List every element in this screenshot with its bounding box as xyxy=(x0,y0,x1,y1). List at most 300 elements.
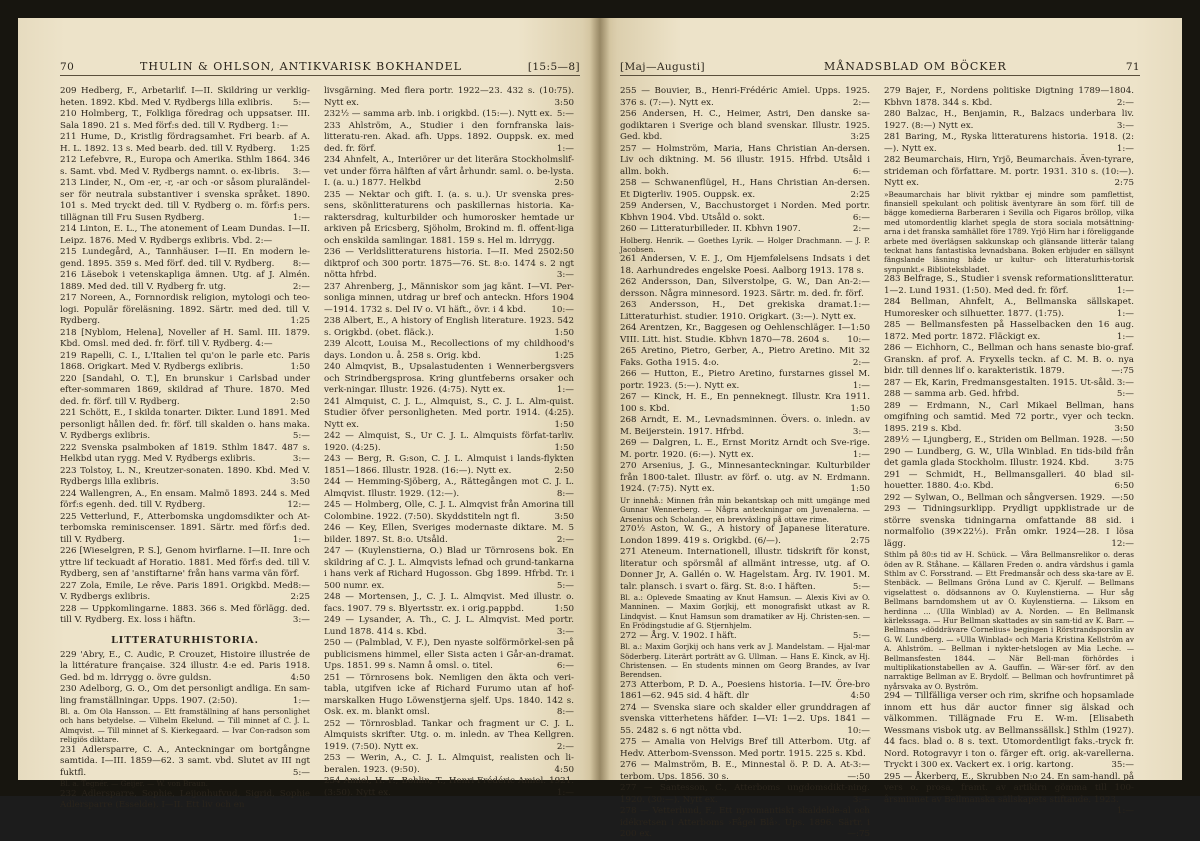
entry-text: 246 — Key, Ellen, Sveriges modernaste diktare. M. 5 bilder. 1897. St. 8:o. Utsåld. xyxy=(324,523,574,545)
entry-text: 252 — Törnrosblad. Tankar och fragment ur C. J. L. Almquists skrifter. Utg. o. m. inledn. av Thea Kellgren. 1919. (7:50). Nytt ex. xyxy=(324,718,574,752)
entry-price: 1:50 xyxy=(554,442,574,453)
catalog-entry xyxy=(324,719,574,754)
catalog-entry xyxy=(884,378,1134,390)
entry-text: 243 — Berg, R. G:son, C. J. L. Almquist i lands-flykten 1851—1866. Illustr. 1928. (16:—). Nytt ex. xyxy=(324,454,574,476)
catalog-entry xyxy=(60,293,310,328)
entry-price: 1:50 xyxy=(554,327,574,338)
entry-price: 1:— xyxy=(292,534,310,545)
entry-price: 1:— xyxy=(292,212,310,223)
catalog-entry xyxy=(620,346,870,369)
entry-note xyxy=(60,779,310,788)
entry-text: 250 — (Palmblad, V. F.), Den nyaste solförmörkel-sen på publicismens himmel, eller Sista acten i Går-an-dramat. Ups. 1851. 99 s. Namn å omsl. o. titel. xyxy=(324,638,574,671)
entry-text: 295 — Åkerberg, E., Skrubben N:o 24. En sam-handl. på vers o. prosa, framt. av artiklrn gömma till 100-årsminnet av Bellmanska sällskapets stiftande. 1923. xyxy=(884,771,1134,805)
catalog-entry xyxy=(60,247,310,270)
entry-price: 1:— xyxy=(556,143,574,154)
entry-text: 229 'Abry, E., C. Audic, P. Crouzet, Histoire illustrée de la littérature française. 324 illustr. 4:e ed. Paris 1918. Ged. bd m. ldrrygg o. övre guldsn. xyxy=(60,649,310,683)
catalog-entry xyxy=(884,470,1134,493)
catalog-entry xyxy=(324,397,574,432)
catalog-entry xyxy=(884,401,1134,436)
catalog-entry xyxy=(620,86,870,109)
catalog-entry xyxy=(324,189,574,257)
catalog-entry xyxy=(324,247,574,282)
catalog-entry xyxy=(324,121,574,156)
entry-text: 214 Linton, E. L., The atonement of Leam Dundas. I—II. Leipz. 1876. Med V. Rydbergs exlibris. Vbd. 2:— xyxy=(60,224,310,246)
entry-price: 1:— xyxy=(1116,806,1134,817)
entry-text: 278 — Vetterlund, F., Ett nyromantiskt skaldelde-al och idékretsen i Atterboms ›Fågel Blå›. Ups. 1896. Särtr. i 200 ex. xyxy=(620,806,870,840)
entry-text: 212 Lefebvre, R., Europa och Amerika. Sthlm 1864. 346 s. Samt. vbd. Med V. Rydbergs namnt. o. ex-libris. xyxy=(60,155,310,177)
entry-text: 290 — Lundberg, G. W., Ulla Winblad. En tids-bild från det gamla glada Stockholm. Illustr. 1924. Kbd. xyxy=(884,446,1134,469)
entry-price: —:75 xyxy=(1111,366,1134,377)
entry-price: 10:— xyxy=(847,725,870,736)
catalog-entry xyxy=(60,270,310,293)
entry-price: 5:— xyxy=(852,581,870,592)
entry-price: 2:50 xyxy=(554,465,574,476)
entry-price: 1:— xyxy=(556,385,574,395)
page-number: 70 xyxy=(60,61,75,73)
entry-text: 225 Vetterlund, F., Atterbomska ungdomsdikter och At-terbomska reminiscenser. 1891. Särtr. med förf:s ded. till V. Rydberg. xyxy=(60,511,310,545)
entry-note xyxy=(884,190,1134,275)
entry-text: 210 Holmberg, T., Folkliga föredrag och uppsatser. III. Sala 1890. 21 s. Med förf:s ded. till V. Rydberg. 1:— xyxy=(60,109,310,131)
catalog-entry xyxy=(620,461,870,496)
left-page xyxy=(18,18,600,811)
catalog-entry xyxy=(884,320,1134,343)
entry-price: 3:— xyxy=(556,626,574,637)
entry-price: 5:— xyxy=(556,109,574,119)
entry-price: 2:— xyxy=(852,277,870,288)
catalog-entry xyxy=(620,415,870,438)
entry-price: 3:50 xyxy=(1114,423,1134,434)
entry-price: 12:— xyxy=(1111,538,1134,549)
entry-price: 2:— xyxy=(852,357,870,368)
entry-price: 2:75 xyxy=(1114,178,1134,188)
entry-text: 230 Adelborg, G. O., Om det personligt andliga. En sam-ling framställningar. Upps. 1907. (2:50). xyxy=(60,684,310,706)
entry-price: 2:— xyxy=(852,224,870,234)
entry-text: 239 Alcott, Louisa M., Recollections of my childhood's days. London u. å. 258 s. Orig. kbd. xyxy=(324,339,574,361)
entry-text: 251 — Törnrosens bok. Nemligen den äkta och veri-tabla, utgifven icke af Richard Furumo utan af hof-marskalken Hugo Löwenstjerna sjelf. Ups. 1840. 142 s. Osk. ex. m. blankt omsl. xyxy=(324,672,574,717)
entry-text: 262 Andersson, Dan, Silverstolpe, G. W., Dan An-dersson. Några minnesord. 1923. Särtr. m. ded. fr. förf. xyxy=(620,277,864,299)
entry-price: 3:— xyxy=(852,760,870,771)
entry-price: 2:— xyxy=(556,534,574,545)
right-column-1 xyxy=(620,86,870,841)
catalog-entry xyxy=(60,604,310,627)
entry-text: 267 — Kinck, H. E., En penneknegt. Illustr. Kra 1911. 100 s. Kbd. xyxy=(620,392,870,414)
entry-price: 2:— xyxy=(1116,97,1134,108)
entry-price: —:75 xyxy=(847,829,870,840)
entry-text: Ur innehå.: Minnen från min bekantskap och mitt umgänge med Gunnar Wennerberg. — Några anteckningar om Juvenalerna. — Arsenius och Scholander, en brevväxling på ottave rime. xyxy=(620,495,870,524)
entry-price: 1:50 xyxy=(850,484,870,495)
entry-price: 2:— xyxy=(556,741,574,752)
entry-text: 253 — Werin, A., C. J. L. Almquist, realisten och li-beralen. 1923. (9:50). xyxy=(324,753,574,775)
catalog-entry xyxy=(60,489,310,512)
entry-price: 3:75 xyxy=(1114,458,1134,469)
catalog-entry xyxy=(884,343,1134,378)
entry-price: 1:50 xyxy=(554,603,574,614)
entry-text: 228 — Uppkomlingarne. 1883. 366 s. Med förlägg. ded. till V. Rydberg. Ex. loss i häftn. xyxy=(60,603,310,625)
entry-note xyxy=(60,707,310,745)
entry-price: —:50 xyxy=(847,771,870,782)
entry-price: 1:— xyxy=(1116,285,1134,296)
catalog-entry xyxy=(620,703,870,738)
entry-text: 255 — Bouvier, B., Henri-Frédéric Amiel. Upps. 1925. 376 s. (7:—). Nytt ex. xyxy=(620,86,870,108)
entry-text: livsgärning. Med flera portr. 1922—23. 432 s. (10:75). Nytt ex. xyxy=(324,86,574,108)
entry-text: 219 Rapelli, C. I., L'Italien tel qu'on le parle etc. Paris 1868. Origkart. Med V. Rydbergs exlibris. xyxy=(60,350,310,372)
entry-price: 1:— xyxy=(292,695,310,706)
right-page xyxy=(600,18,1182,840)
entry-price: 5:— xyxy=(556,580,574,591)
entry-text: 270 Arsenius, J. G., Minnesanteckningar. Kulturbilder från 1800-talet. Illustr. av förf. o. utg. av N. Erdmann. 1924. (7:75). Nytt ex. xyxy=(620,461,870,495)
entry-price: 12:— xyxy=(287,500,310,510)
catalog-entry xyxy=(60,408,310,443)
catalog-entry xyxy=(324,592,574,615)
entry-price: 3:— xyxy=(1116,120,1134,131)
entry-text: 289 — Erdmann, N., Carl Mikael Bellman, hans omgifning och samtid. Med 72 portr., vyer och teckn. 1895. 219 s. Kbd. xyxy=(884,400,1134,434)
catalog-entry xyxy=(620,806,870,841)
entry-text: 286 — Eichhorn, C., Bellman och hans senaste bio-graf. Granskn. af prof. A. Fryxells teckn. af C. M. B. o. nya bidr. till dennes lif o. karakteristik. 1879. xyxy=(884,343,1134,377)
entry-price: 1:— xyxy=(852,300,870,311)
catalog-entry xyxy=(324,776,574,799)
entry-list xyxy=(60,86,310,627)
entry-price: 1:25 xyxy=(554,350,574,361)
entry-price: 6:— xyxy=(556,661,574,671)
catalog-entry xyxy=(884,274,1134,297)
entry-note xyxy=(884,550,1134,691)
entry-price: 3:— xyxy=(556,270,574,280)
entry-text: 236 — Verldslitteraturens historia. I—II. Med 250 diktprof och 300 portr. 1875—76. St. 8:o. 1474 s. 2 ngt nötta hfrbd. xyxy=(324,247,574,280)
entry-price: 3:50 xyxy=(290,477,310,487)
entry-price: 2:— xyxy=(852,97,870,108)
entry-text: 282 Beumarchais, Hirn, Yrjö, Beumarchais. Även-tyrare, strideman och författare. M. portr. 1931. 310 s. (10:—). Nytt ex. xyxy=(884,155,1134,188)
catalog-entry xyxy=(324,282,574,317)
catalog-entry xyxy=(884,132,1134,155)
catalog-entry xyxy=(620,547,870,593)
catalog-entry xyxy=(620,178,870,201)
catalog-entry xyxy=(884,155,1134,190)
catalog-entry xyxy=(620,760,870,783)
left-column-1 xyxy=(60,86,310,812)
entry-text: 242 — Almquist, S., Ur C. J. L. Almquists förfat-tarliv. 1920. (4:25). xyxy=(324,431,574,453)
catalog-entry xyxy=(884,86,1134,109)
catalog-entry xyxy=(620,323,870,346)
catalog-entry xyxy=(620,369,870,392)
entry-text: 215 Lundegård, A., Tannhäuser. I—II. En modern le-gend. 1895. 359 s. Med förf. ded. till V. Rydberg. xyxy=(60,247,310,269)
catalog-entry xyxy=(324,615,574,638)
entry-price: 6:— xyxy=(852,166,870,177)
entry-price: 2:75 xyxy=(850,535,870,546)
entry-price: 3:— xyxy=(292,166,310,177)
entry-price: 6:50 xyxy=(1114,481,1134,492)
entry-price: 1:50 xyxy=(850,403,870,414)
catalog-entry xyxy=(884,435,1134,447)
entry-price: 1:— xyxy=(852,449,870,460)
entry-price: 3:50 xyxy=(554,97,574,108)
catalog-entry xyxy=(884,691,1134,772)
entry-text: 231 Adlersparre, C. A., Anteckningar om bortgångne samtida. I—III. 1859—62. 3 samt. vbd. Slutet av III ngt fuktfl. xyxy=(60,744,310,778)
left-page-header xyxy=(60,60,580,76)
entry-text: 263 Andersson, H., Det grekiska dramat. Litteraturhist. studier. 1910. Origkart. (3:—). Nytt ex. xyxy=(620,300,857,322)
entry-price: 4:50 xyxy=(554,764,574,775)
catalog-entry xyxy=(60,109,310,132)
entry-text: 261 Andersen, V. E. J., Om Hjemfølelsens Indsats i det 18. Aarhundredes engelske Poesi. Aalborg 1913. 178 s. xyxy=(620,254,870,276)
entry-price: 1:25 xyxy=(290,316,310,326)
catalog-entry xyxy=(60,443,310,466)
catalog-entry xyxy=(60,512,310,547)
entry-price: —:50 xyxy=(1111,435,1134,446)
entry-text: Bl. a. Om Ola Hansson. — Ett framställning af hans personlighet och hans betydelse. — Vilhelm Ekelund. — Till minnet af C. J. L. Almqvist. — Till minnet af S. Kierkegaard. — Ivar Con-radson som religiös diktare. xyxy=(60,707,310,745)
entry-text: 274 — Svenska siare och skalder eller grunddragen af svenska vitterhetens häfder. I—VI: 1—2. Ups. 1841 —55. 2482 s. 6 ngt nötta vbd. xyxy=(620,702,870,736)
entry-text: 287 — Ek, Karin, Fredmansgestalten. 1915. Ut-såld. xyxy=(884,377,1115,388)
entry-price: 1:50 xyxy=(850,323,870,334)
catalog-entry xyxy=(324,673,574,719)
entry-list xyxy=(324,86,574,799)
entry-text: 233 Ahlström, A., Studier i den fornfranska lais-litteratu-ren. Akad. afh. Upps. 1892. Ouppsk. ex. med ded. fr. förf. xyxy=(324,120,574,154)
right-columns xyxy=(620,86,1140,841)
catalog-entry xyxy=(324,362,574,397)
entry-text: Sthlm på 80:s tid av H. Schück. — Våra Bellmansrelikor o. deras öden av R. Ståhane. — Källaren Freden o. andra värdshus i gamla Sthlm av C. Forsstrand. — Ett Fredmansår och dess ska-tare av E. Stenbäck. — Bellmans Gröna Lund av C. Kjerulf. — Bellmans vigselattest o. dödsannons av O. Kuylenstierna. — Hur såg Bellmans barndomshem ut av O. Kuylenstierna. — Liksom en herdinna … (Ulla Winblad) av A. Norden. — En Bellmansk kärlekssaga. — Hur Bellman skattades av sin sam-tid av K. Barr. — Bellmans »döddrävare Cornelius« begingen i Rörstrandsporslin av G. W. Lundberg. — »Ulla Winblad« och Maria Kristina Kellström av A. Ahlström. — Bellman i nykter-hetslogen av Mia Leche. — Bellmansfesten 1844. — När Bell-man förhördes i multiplikationstabellen av A. Gauffin. — Wär-ser förf. av den narraktige Bellman av E. Brydolf. — Bellman och hovfruntimret på nyårsvaka av O. Byström. xyxy=(884,550,1134,691)
entry-text: 223 Tolstoy, L. N., Kreutzer-sonaten. 1890. Kbd. Med V. Rydbergs lilla exlibris. xyxy=(60,465,310,487)
entry-text: 221 Schött, E., I skilda tonarter. Dikter. Lund 1891. Med personligt hållen ded. fr. förf. till skalden o. hans maka. V. Rydbergs exlibris. xyxy=(60,408,310,441)
entry-list xyxy=(60,650,310,812)
entry-text: 293 — Tidningsurklipp. Prydligt uppklistrade ur de större svenska tidningarna omfattande 88 sid. i normalfolio (39×22½). Från omkr. 1924—28. I lösa lägg. xyxy=(884,504,1134,549)
entry-text: 269 — Dalgren, L. E., Ernst Moritz Arndt och Sve-rige. M. portr. 1920. (6:—). Nytt ex. xyxy=(620,438,870,460)
entry-text: 226 [Wieselgren, P. S.], Genom hvirflarne. I—II. Inre och yttre lif teckuadt af Horatio. 1881. Med förf:s ded. till V. Rydberg, sen af 'anstiftarne' från hans varma vän förf. xyxy=(60,546,310,579)
entry-price: 8:— xyxy=(556,488,574,499)
entry-text: 247 — (Kuylenstierna, O.) Blad ur Törnrosens bok. En skildring af C. J. L. Almqvists lefnad och grund-tankarna i hans verk af Richard Hugosson. Gbg 1899. Hfrbd. Tr. i 500 numr. ex. xyxy=(324,546,574,591)
entry-price: 1:— xyxy=(556,787,574,798)
left-columns xyxy=(60,86,580,812)
catalog-entry xyxy=(60,155,310,178)
catalog-entry xyxy=(324,454,574,477)
catalog-entry xyxy=(620,224,870,236)
entry-price: 2:25 xyxy=(850,189,870,200)
entry-text: 281 Baring, M., Ryska litteraturens historia. 1918. (2:—). Nytt ex. xyxy=(884,132,1134,154)
catalog-entry xyxy=(324,546,574,592)
entry-price: 1:— xyxy=(1116,308,1134,319)
entry-price: 2:50 xyxy=(554,247,574,257)
entry-price: 5:— xyxy=(292,97,310,108)
catalog-entry xyxy=(324,109,574,121)
catalog-entry xyxy=(884,447,1134,470)
entry-price: 6:— xyxy=(852,212,870,223)
entry-text: 217 Noreen, A., Fornnordisk religion, mytologi och teo-logi. Populär föreläsning. 1892. Särtr. med ded. till V. Rydberg. xyxy=(60,293,310,326)
entry-text: 209 Hedberg, F., Arbetarlif. I—II. Skildring ur verklig-heten. 1892. Kbd. Med V. Rydbergs lilla exlibris. xyxy=(60,86,310,108)
entry-text: 265 Aretino, Pietro, Gerber, A., Pietro Aretino. Mit 32 Faks. Gotha 1915. 4:o. xyxy=(620,346,870,368)
catalog-entry xyxy=(620,144,870,179)
entry-text: 237 Ahrenberg, J., Människor som jag känt. I—VI. Per-sonliga minnen, utdrag ur bref och anteckn. Hfors 1904—1914. 1732 s. Del IV o. VI häft., övr. i 4 kbd. xyxy=(324,281,574,315)
entry-text: 259 Andersen, V., Bacchustorget i Norden. Med portr. Kbhvn 1904. Vbd. Utsåld o. sokt. xyxy=(620,201,870,223)
catalog-entry xyxy=(324,477,574,500)
entry-text: »Beaumarchais har blivit ryktbar ej mindre som pamflettist, finansiell spekulant och politisk äventyrare än som förf. till de bägge komedierna Barberaren i Sevilla och Figaros bröllop, vilka med utomordentlig klarhet spegla de stora sociala motsättning-arna i det franska samhället före 1789. Yrjö Hirn har i föreliggande arbete med överlägsen sakkunskap och glänsande litterär talang tecknat hans fantastiska levnadsbana. Boken erbjuder en sällsynt fängslande läsning både ur kultur- och litteraturhis-torisk synpunkt.« Biblioteksbladet. xyxy=(884,189,1134,274)
entry-price: 5:— xyxy=(852,630,870,641)
entry-price: 1:— xyxy=(1116,143,1134,154)
entry-text: 283 Belfrage, S., Studier i svensk reformationslitteratur. 1—2. Lund 1931. (1:50). Med ded. fr. förf. xyxy=(884,274,1134,296)
catalog-entry xyxy=(324,753,574,776)
running-title: MÅNADSBLAD OM BÖCKER xyxy=(823,60,1007,73)
catalog-entry xyxy=(620,783,870,806)
catalog-entry xyxy=(324,638,574,673)
entry-text: 266 — Hutton, E., Pietro Aretino, furstarnes gissel M. portr. 1923. (5:—). Nytt ex. xyxy=(620,369,870,391)
entry-text: 244 — Hemming-Sjöberg, A., Rättegången mot C. J. L. Almqvist. Illustr. 1929. (12:—). xyxy=(324,477,574,499)
right-column-2 xyxy=(884,86,1134,841)
entry-text: 277 — Santesson, C., Atterboms ungdomsdikt-ning. 1920. (30:—). Nytt ex. xyxy=(620,783,870,805)
entry-text: 256 Andersen, H. C., Heimer, Astri, Den danske sa-godiktaren i Sverige och bland svenskar. Illustr. 1925. Ged. kbd. xyxy=(620,109,870,142)
entry-price: 8:— xyxy=(292,580,310,591)
entry-price: 2:50 xyxy=(554,178,574,188)
entry-text: 238 Albert, E., A history of English literature. 1923. 542 s. Origkbd. (obet. fläck.). xyxy=(324,316,574,338)
catalog-entry xyxy=(60,684,310,707)
entry-price: 3:— xyxy=(852,794,870,805)
entry-text: Bl. a. Tegnér. — Geijer. — W. von Braun. xyxy=(60,779,208,789)
catalog-entry xyxy=(324,86,574,109)
catalog-entry xyxy=(884,504,1134,550)
right-page-header xyxy=(620,60,1140,76)
section-title: LITTERATURHISTORIA. xyxy=(111,634,259,646)
catalog-entry xyxy=(60,351,310,374)
catalog-entry xyxy=(60,178,310,224)
entry-price: 10:— xyxy=(551,304,574,315)
entry-price: 3:— xyxy=(292,454,310,464)
entry-note xyxy=(620,236,870,255)
entry-price: 1:25 xyxy=(290,143,310,154)
entry-text: 271 Ateneum. Internationell, illustr. tidskrift för konst, literatur och spörsmål af allmänt intresse, utg. af O. Donner Jr, A. Gallén o. W. Hagelstam. Årg. IV. 1901. M. talr. plansch. i svart o. färg. St. 8:o. I häften. xyxy=(620,547,870,592)
entry-text: 220 [Sandahl, O. T.], En brunskur i Carlsbad under efter-sommaren 1869, skildrad af Thure. 1870. Med ded. fr. förf. till V. Rydberg. xyxy=(60,373,310,407)
entry-text: 289½ — Ljungberg, E., Striden om Bellman. 1928. xyxy=(884,435,1108,446)
catalog-entry xyxy=(324,500,574,523)
entry-list xyxy=(620,86,870,841)
catalog-entry xyxy=(324,431,574,454)
entry-price: 8:— xyxy=(292,258,310,269)
entry-note xyxy=(620,642,870,680)
catalog-entry xyxy=(60,224,310,247)
catalog-entry xyxy=(60,745,310,780)
catalog-entry xyxy=(60,581,310,604)
left-column-2 xyxy=(324,86,574,812)
catalog-entry xyxy=(884,297,1134,320)
entry-text: Bl. a.: Maxim Gorjkij och hans verk av J. Mandelstam. — Hjal-mar Söderberg. Literärt porträtt av G. Ullman. — Hans E. Kinck, av Hj. Christensen. — En students minnen om Georg Brandes, av Ivar Berendsen. xyxy=(620,642,870,680)
entry-text: 276 — Malmström, B. E., Minnestal ö. P. D. A. At-terbom. Ups. 1856. 30 s. xyxy=(620,760,853,782)
catalog-entry xyxy=(620,631,870,643)
catalog-entry xyxy=(884,109,1134,132)
catalog-entry xyxy=(620,201,870,224)
catalog-entry xyxy=(60,789,310,812)
entry-text: 292 — Sylwan, O., Bellman och sångversen. 1929. xyxy=(884,492,1105,503)
entry-price: 2:— xyxy=(292,281,310,292)
catalog-entry xyxy=(884,771,1134,817)
catalog-entry xyxy=(620,524,870,547)
catalog-entry xyxy=(324,316,574,339)
entry-list xyxy=(884,86,1134,817)
catalog-entry xyxy=(620,392,870,415)
entry-price: 5:— xyxy=(292,767,310,778)
catalog-entry xyxy=(60,650,310,685)
entry-price: —:50 xyxy=(1111,492,1134,503)
catalog-entry xyxy=(60,86,310,109)
entry-text: 288 — samma arb. Ged. hfrbd. xyxy=(884,389,1020,400)
entry-text: 279 Bajer, F., Nordens politiske Digtning 1789—1804. Kbhvn 1878. 344 s. Kbd. xyxy=(884,86,1134,108)
catalog-entry xyxy=(324,155,574,190)
running-title: THULIN & OHLSON, ANTIKVARISK BOKHANDEL xyxy=(140,60,462,73)
entry-price: 1:— xyxy=(1116,331,1134,342)
issue-label: [Maj—Augusti] xyxy=(620,61,705,73)
entry-text: 218 [Nyblom, Helena], Noveller af H. Saml. III. 1879. Kbd. Omsl. med ded. fr. förf. till V. Rydberg. 4:— xyxy=(60,327,310,349)
entry-price: 3:— xyxy=(292,615,310,625)
entry-text: 294 — Tillfälliga verser och rim, skrifne och hopsamlade innom ett hus där auctor finner sig älskad och välkommen. Tillägnade Fru E. W-m. [Elisabeth Wessmans visbok utg. av Bellmanssällsk.] Sthlm (1927). 44 facs. blad o. 8 s. text. Utomordentligt faks.-tryck fr. Nord. Rotogravyr i ton o. färger eft. orig. ak-varellerna. Tryckt i 300 ex. Vackert ex. i orig. kartong. xyxy=(884,691,1134,771)
entry-text: 245 — Holmberg, Olle, C. J. L. Almqvist från Amorina till Colombine. 1922. (7:50). Skyddstiteln ngt fl. xyxy=(324,500,574,522)
entry-text: 211 Hume, D., Kristlig fördragsamhet. Fri bearb. af A. H. L. 1892. 13 s. Med bearb. ded. till V. Rydberg. xyxy=(60,132,310,154)
entry-price: 5:— xyxy=(292,431,310,441)
entry-text: 227 Zola, Emile, Le rêve. Paris 1891. Origkbd. Med V. Rydbergs exlibris. xyxy=(60,580,293,602)
entry-price: 4:50 xyxy=(850,691,870,702)
entry-price: 3:50 xyxy=(554,511,574,522)
entry-text: 254 Amiel, H.-F., Bohlin, T., Henri-Frédéric Amiel. 1921. (3:50). Nytt ex. xyxy=(324,776,574,798)
entry-price: 4:50 xyxy=(290,672,310,683)
entry-price: 2:25 xyxy=(290,592,310,602)
catalog-entry xyxy=(60,374,310,409)
entry-text: 241 Almquist, C. J. L., Almquist, S., C. J. L. Alm-quist. Studier öfver personligheten. Med portr. 1914. (4:25). Nytt ex. xyxy=(324,396,574,430)
entry-text: 273 Atterbom, P. D. A., Poesiens historia. I—IV. Öre-bro 1861—62. 945 sid. 4 häft. dlr xyxy=(620,679,870,702)
entry-price: 10:— xyxy=(847,334,870,345)
entry-text: 248 — Mortensen, J., C. J. L. Almqvist. Med illustr. o. facs. 1907. 79 s. Blyertsstr. ex. i orig.pappbd. xyxy=(324,592,574,614)
entry-text: 240 Almqvist, B., Upsalastudenten i Wennerbergsvers och Strindbergsprosa. Kring gluntfeberns orsaker och verk-ningar. Illustr. 1926. (4:75). Nytt ex. xyxy=(324,362,574,395)
entry-text: 285 — Bellmansfesten på Hasselbacken den 16 aug. 1872. Med portr. 1872. Fläckigt ex. xyxy=(884,320,1134,342)
entry-price: 35:— xyxy=(1111,760,1134,771)
entry-text: 213 Linder, N., Om -er, -r, -ar och -or såsom pluraländel-ser för neutrala substantiver i svenska språket. 1890. 101 s. Med tryckt ded. till V. Rydberg o. m. förf:s pers. tillägnan till Fru Susen Rydberg. xyxy=(60,178,310,223)
entry-text: 216 Läsebok i vetenskapliga ämnen. Utg. af J. Almén. 1889. Med ded. till V. Rydberg fr. utg. xyxy=(60,270,310,292)
entry-price: 8:— xyxy=(556,707,574,717)
entry-note xyxy=(620,496,870,524)
entry-text: 232½ — samma arb. inb. i origkbd. (15:—). Nytt ex. xyxy=(324,109,553,119)
entry-text: Holberg. Henrik. — Goethes Lyrik. — Holger Drachmann. — J. P. Jacobsen. xyxy=(620,235,870,254)
entry-text: 249 — Lysander, A. Th., C. J. L. Almqvist. Med portr. Lund 1878. 414 s. Kbd. xyxy=(324,615,574,637)
catalog-entry xyxy=(620,438,870,461)
entry-text: 235 — Nektar och gift. I. (a. s. u.). Ur svenska pres-sens, skönlitteraturens och paskillernas historia. Ka-raktersdrag, kulturbilder och humorosker hemtade ur arkiven på Ericsberg, Sjöholm, Brokind m. fl. offent-liga och enskilda samlingar. 1881. 159 s. Hel m. ldrrygg. xyxy=(324,189,574,246)
entry-text: 224 Wallengren, A., En ensam. Malmö 1893. 244 s. Med förf:s egenh. ded. till V. Rydberg. xyxy=(60,488,310,510)
entry-price: 2:50 xyxy=(290,396,310,407)
entry-price: 1:— xyxy=(852,380,870,391)
catalog-entry xyxy=(324,339,574,362)
entry-text: 232 Adlersparre, Sophie, Leijonhufvud, Sigrid, Sophie Adlersparre (Esselde). I—II. Ett liv och en xyxy=(60,788,310,811)
entry-text: 272 — Årg. V. 1902. I häft. xyxy=(620,630,737,641)
entry-text: 258 — Schwanenflügel, H., Hans Christian An-dersen. Et Digterliv. 1905. Ouppsk. ex. xyxy=(620,178,870,200)
entry-text: 284 Bellman, Ahnfelt, A., Bellmanska sällskapet. Humoresker och silhuetter. 1877. (1:75). xyxy=(884,297,1134,319)
entry-note xyxy=(620,593,870,631)
entry-text: 234 Ahnfelt, A., Interiörer ur det literära Stockholmslif-vet under förra hälften af vårt århundr. saml. o. be-lysta. I. (a. u.) 1877. Helkbd xyxy=(324,155,574,188)
entry-text: 270½ Aston, W. G., A history of Japanese literature. London 1899. 419 s. Origkbd. (6/—). xyxy=(620,524,870,546)
issue-label: [15:5—8] xyxy=(527,61,580,73)
entry-price: 3:— xyxy=(1116,377,1134,388)
catalog-entry xyxy=(60,132,310,155)
entry-text: 291 — Schmidt, H., Bellmansgalleri. 40 blad sil-houetter. 1880. 4:o. Kbd. xyxy=(884,469,1134,492)
catalog-entry xyxy=(620,680,870,703)
entry-text: 268 Arndt, E. M., Levnadsminnen. Övers. o. inledn. av M. Beijerstein. 1917. Hfrbd. xyxy=(620,415,870,437)
entry-price: 1:50 xyxy=(554,419,574,430)
catalog-entry xyxy=(884,389,1134,401)
page-number: 71 xyxy=(1125,61,1140,73)
entry-text: 222 Svenska psalmboken af 1819. Sthlm 1847. 487 s. Helkbd utan rygg. Med V. Rydbergs exlibris. xyxy=(60,442,310,464)
catalog-entry xyxy=(60,466,310,489)
entry-text: Bl. a.: Oplevede Smaating av Knut Hamsun. — Alexis Kivi av O. Manninen. — Maxim Gorjkij, ett monografiskt utkast av R. Lindqvist. — Knut Hamsun som dramatiker av Hj. Christen-sen. — En Frödingstudie af G. Stjernhjelm. xyxy=(620,593,870,631)
entry-price: 3:25 xyxy=(850,132,870,142)
entry-price: 1:50 xyxy=(290,362,310,372)
catalog-entry xyxy=(620,109,870,144)
catalog-entry xyxy=(324,523,574,546)
catalog-entry xyxy=(60,328,310,351)
entry-text: 280 Balzac, H., Benjamin, R., Balzacs underbara liv. 1927. (8:—) Nytt ex. xyxy=(884,109,1134,131)
entry-text: 264 Arentzen, Kr., Baggesen og Oehlenschläger. I—VIII. Litt. hist. Studie. Kbhvn 1870—78. 2604 s. xyxy=(620,323,851,345)
entry-text: 260 — Litteraturbilleder. II. Kbhvn 1907. xyxy=(620,224,801,234)
entry-text: 275 — Amalia von Helvigs Bref till Atterbom. Utg. af Hedv. Atterbom-Svensson. Med portr. 1915. 225 s. Kbd. xyxy=(620,737,870,759)
entry-price: 3:— xyxy=(852,426,870,437)
entry-text: 257 — Holmström, Maria, Hans Christian An-dersen. Liv och diktning. M. 56 illustr. 1915. Hfrbd. Utsåld i allm. bokh. xyxy=(620,143,870,177)
